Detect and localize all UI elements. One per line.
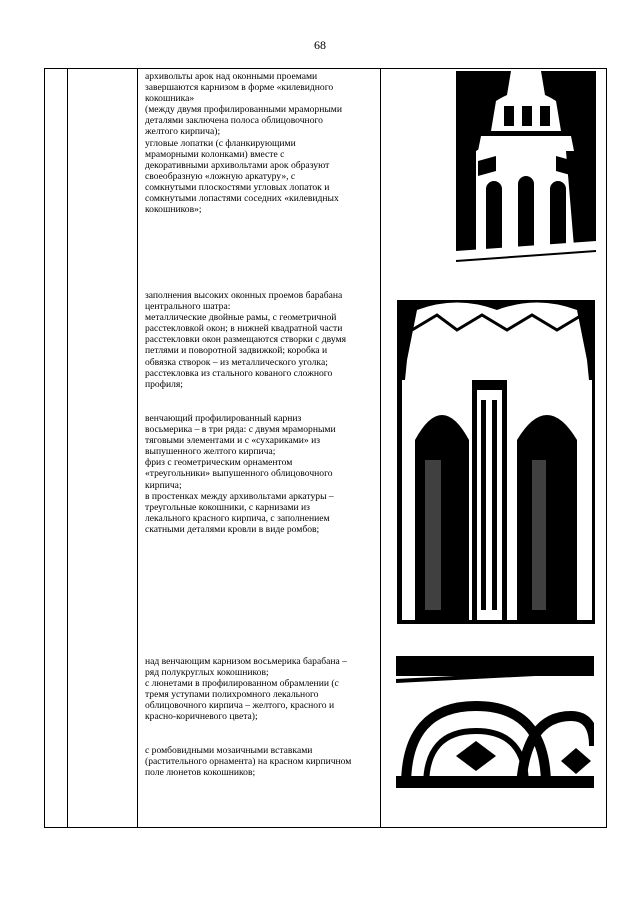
column-divider xyxy=(67,69,68,827)
row-5-text: с ромбовидными мозаичными вставками (растительного орнамента) на красном кирпичном поле люнетов кокошников; xyxy=(145,745,352,779)
church-windows-photo xyxy=(397,300,595,624)
column-divider xyxy=(137,69,138,827)
document-table xyxy=(44,68,607,828)
description-text-3 xyxy=(145,413,383,535)
row-3-text: венчающий профилированный карниз восьмерика – в три ряда: с двумя мраморными тяговыми элементами и с «сухариками» из выпушенного желтого кирпича; фриз с геометрическим орнаментом «треугольники» выпушенного облицовочного кирпича; в простенках между архивольтами аркатуры – треугольные кокошники, с карнизами из лекального красного кирпича, с заполнением скатными деталями кровли в виде ромбов; xyxy=(145,413,336,535)
church-drum-photo xyxy=(456,71,596,277)
description-text-4 xyxy=(145,656,383,723)
description-text-5 xyxy=(145,745,383,778)
page-number: 68 xyxy=(314,38,326,52)
row-2-text: заполнения высоких оконных проемов барабана центрального шатра: металлические двойные рамы, с геометричной расстекловкой окон; в нижней квадратной части расстекловки окон размещаются створки с двумя петлями и поворотной задвижкой; коробка и обвязка створок – из металлического уголка; расстекловка из стального кованого сложного профиля; xyxy=(145,290,346,390)
kokoshniki-arches-photo xyxy=(396,656,594,788)
row-1-text: архивольты арок над оконными проемами завершаются карнизом в форме «килевидного кокошника» (между двумя профилированными мраморными деталями заключена полоса облицовочного желтого кирпича); угловые лопатки (с фланкирующими мраморными колонками) вместе с декоративными архивольтами арок образуют своеобразную «ложную аркатуру», с сомкнутыми плоскостями угловых лопаток и сомкнутыми лопастями соседних «килевидных кокошников»; xyxy=(145,71,343,216)
description-text-1 xyxy=(145,71,383,215)
description-text-2 xyxy=(145,290,383,390)
row-4-text: над венчающим карнизом восьмерика барабана – ряд полукруглых кокошников; с люнетами в профилированном обрамлении (с тремя уступами полихромного лекального облицовочного кирпича – желтого, красного и красно-коричневого цвета); xyxy=(145,656,347,723)
